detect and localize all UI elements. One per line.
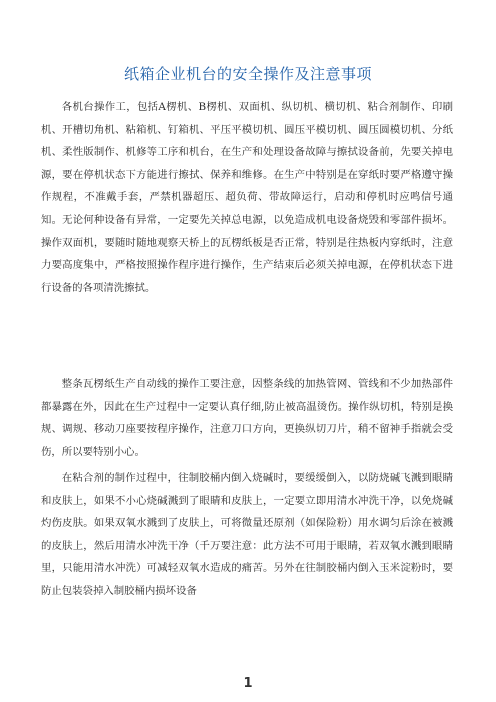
paragraph-adhesive-preparation: 在粘合剂的制作过程中，往制胶桶内倒入烧碱时，要缓缓倒入，以防烧碱飞溅到眼睛和皮肤上，如果不小心烧碱溅到了眼睛和皮肤上，一定要立即用清水冲洗干净，以免烧碱灼伤皮肤。如果双氧水溅到了皮肤上，可将微量还原剂（如保险粉）用水调匀后涂在被溅的皮肤上，然后用清水冲洗干净（千万要注意：此方法不可用于眼睛，若双氧水溅到眼睛里，只能用清水冲洗）可减轻双氧水造成的痛苦。另外在往制胶桶内倒入玉米淀粉时，要防止包装袋掉入制胶桶内损坏设备 (41, 472, 453, 597)
document-title: 纸箱企业机台的安全操作及注意事项 (123, 65, 372, 83)
paragraph-operator-safety: 各机台操作工，包括A楞机、B楞机、双面机、纵切机、横切机、粘合剂制作、印刷机、开槽切角机、粘箱机、钉箱机、平压平模切机、圆压平模切机、圆压圆模切机、分纸机、柔性版制作、机修等工序和机台，在生产和处理设备故障与擦拭设备前，先要关掉电源，要在停机状态下方能进行擦拭、保养和维修。在生产中特别是在穿纸时要严格遵守操作规程，不准戴手套，严禁机器超压、超负荷、带故障运行，启动和停机时应鸣信号通知。无论何种设备有异常，一定要先关掉总电源，以免造成机电设备烧毁和零部件损坏。操作双面机，要随时随地观察天桥上的瓦楞纸板是否正常，特别是往热板内穿纸时，注意力要高度集中，严格按照操作程序进行操作，生产结束后必须关掉电源，在停机状态下进行设备的各项清洗擦拭。 (41, 101, 453, 294)
page-number: 1 (243, 676, 253, 691)
paragraph-production-line-heat: 整条瓦楞纸生产自动线的操作工要注意，因整条线的加热管网、管线和不少加热部件都暴露在外，因此在生产过程中一定要认真仔细,防止被高温烫伤。操作纵切机，特别是换规、调规、移动刀座要按程序操作，注意刀口方向，更换纵切刀片，稍不留神手指就会受伤，所以要特别小心。 (41, 378, 453, 458)
